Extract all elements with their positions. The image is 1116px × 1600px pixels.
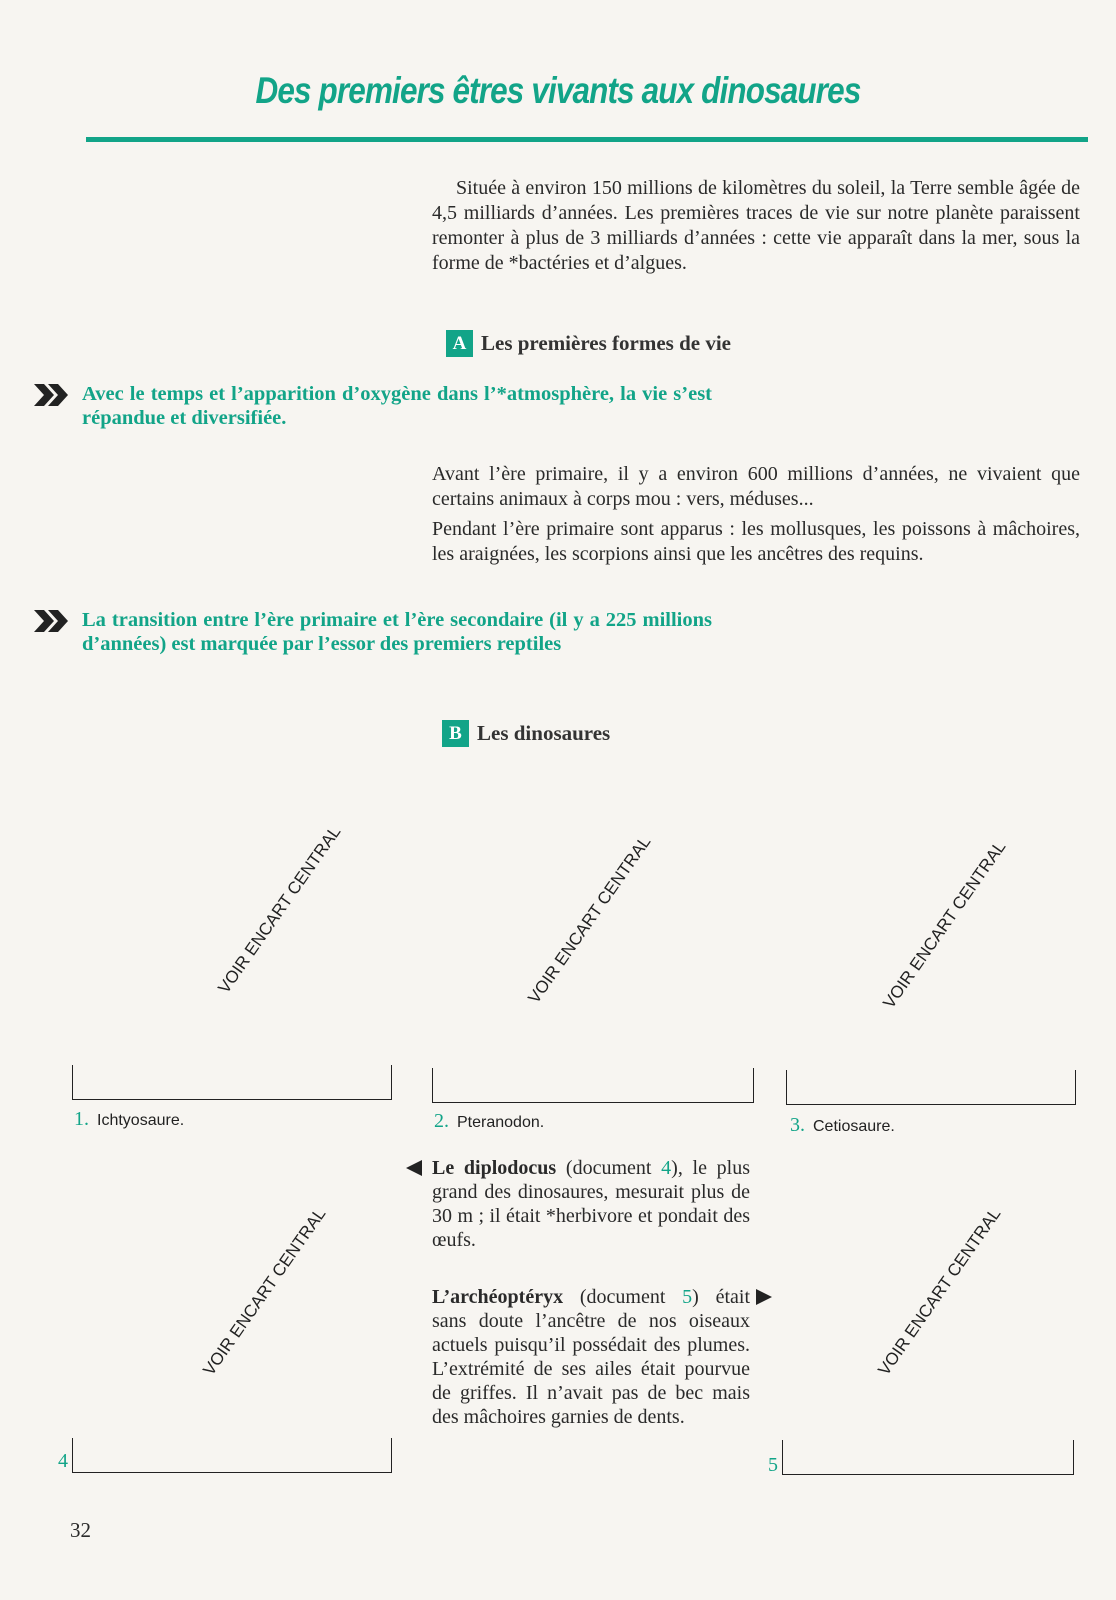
double-chevron-icon xyxy=(34,384,70,406)
diplodocus-name: Le diplodocus xyxy=(432,1157,557,1179)
figure-3-label: Cetiosaure. xyxy=(813,1118,895,1135)
diplodocus-paragraph xyxy=(432,1156,750,1252)
diplodocus-text: le plus grand des dinosaures, mesurait plus de 30 m ; il était *herbivore et pondait des œufs. xyxy=(432,1157,751,1251)
section-b-title: Les dinosaures xyxy=(477,721,611,745)
figure-1-label: Ichtyosaure. xyxy=(97,1112,185,1129)
figure-4-placeholder: VOIR ENCART CENTRAL xyxy=(199,1204,330,1379)
figure-2-placeholder: VOIR ENCART CENTRAL xyxy=(524,832,655,1007)
archeopteryx-text: était sans doute l’ancêtre de nos oiseaux actuels puisqu’il possédait des plumes. L’extrémité de ses ailes était pourvue de griffes. Il n’avait pas de bec mais des mâchoires garnies de dents. xyxy=(432,1286,751,1428)
figure-3-frame xyxy=(786,1070,1076,1105)
figure-2-label: Pteranodon. xyxy=(457,1114,545,1131)
figure-2-number: 2. xyxy=(434,1110,449,1132)
page-title: Des premiers êtres vivants aux dinosaures xyxy=(255,70,861,111)
key-point-2-text: La transition entre l’ère primaire et l’ère secondaire (il y a 225 millions d’années) est marquée par l’essor des premiers reptiles xyxy=(82,609,712,655)
section-b-heading xyxy=(442,720,610,747)
figure-4-number: 4 xyxy=(58,1450,68,1472)
figure-5-placeholder: VOIR ENCART CENTRAL xyxy=(874,1204,1005,1379)
archeopteryx-ref-close: ) xyxy=(692,1286,699,1308)
figure-3-number: 3. xyxy=(790,1114,805,1136)
figure-1-caption xyxy=(74,1108,184,1131)
diplodocus-ref-num: 4 xyxy=(661,1157,672,1179)
title-rule xyxy=(86,137,1088,142)
section-a-heading xyxy=(446,330,731,357)
key-point-2 xyxy=(34,608,734,656)
paragraph-2: Pendant l’ère primaire sont apparus : les mollusques, les poissons à mâchoires, les araignées, les scorpions ainsi que les ancêtres des requins. xyxy=(432,518,1080,565)
figure-4-frame xyxy=(72,1438,392,1473)
key-point-1-text: Avec le temps et l’apparition d’oxygène dans l’*atmosphère, la vie s’est répandue et diversifiée. xyxy=(82,383,712,429)
key-point-1 xyxy=(34,382,734,430)
archeopteryx-ref-num: 5 xyxy=(682,1286,693,1308)
section-a-badge: A xyxy=(446,330,473,357)
triangle-right-icon xyxy=(756,1289,772,1305)
diplodocus-ref-close: ), xyxy=(671,1157,683,1179)
archeopteryx-ref-open: (document xyxy=(579,1286,683,1308)
section-a-title: Les premières formes de vie xyxy=(481,331,731,355)
figure-3-placeholder: VOIR ENCART CENTRAL xyxy=(879,837,1010,1012)
figure-1-frame xyxy=(72,1065,392,1100)
triangle-left-icon xyxy=(406,1160,422,1176)
figure-1-placeholder: VOIR ENCART CENTRAL xyxy=(214,822,345,997)
figure-2-frame xyxy=(432,1068,754,1103)
section-b-badge: B xyxy=(442,720,469,747)
figure-2-caption xyxy=(434,1110,544,1133)
intro-paragraph: Située à environ 150 millions de kilomètres du soleil, la Terre semble âgée de 4,5 milliards d’années. Les premières traces de vie sur notre planète paraissent remonter à plus de 3 milliards d’années : cette vie apparaît dans la mer, sous la forme de *bactéries et d’algues. xyxy=(432,177,1080,274)
figure-5-number: 5 xyxy=(768,1454,778,1476)
archeopteryx-name: L’archéoptéryx xyxy=(432,1286,564,1308)
figure-1-number: 1. xyxy=(74,1108,89,1130)
paragraph-1: Avant l’ère primaire, il y a environ 600 millions d’années, ne vivaient que certains animaux à corps mou : vers, méduses... xyxy=(432,463,1080,510)
double-chevron-icon xyxy=(34,610,70,632)
page-number: 32 xyxy=(70,1518,91,1542)
figure-5-frame xyxy=(782,1440,1074,1475)
archeopteryx-paragraph xyxy=(432,1285,750,1429)
diplodocus-ref-open: (document xyxy=(565,1157,662,1179)
figure-3-caption xyxy=(790,1114,895,1137)
